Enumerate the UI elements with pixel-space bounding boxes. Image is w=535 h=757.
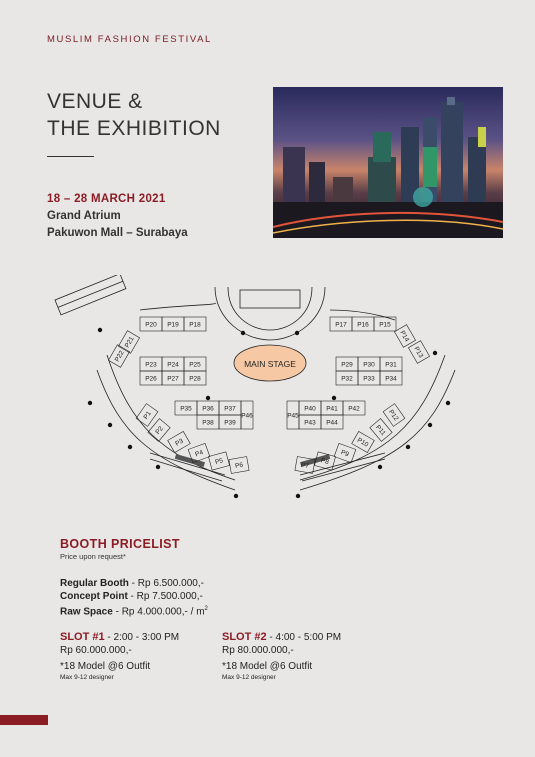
booth-label: P3 (174, 437, 185, 448)
booth-p5 (208, 452, 229, 470)
booth-label: P16 (357, 321, 369, 329)
booth-label: P10 (355, 436, 370, 449)
booth-label: P28 (189, 375, 201, 383)
booth-p32 (336, 371, 358, 385)
event-venue (47, 208, 188, 241)
booth-label: P42 (348, 405, 360, 413)
slot-1-name: SLOT #1 (60, 631, 105, 644)
city-night-photo (273, 87, 503, 238)
booth-label: P1 (142, 410, 153, 421)
booth-p19 (162, 317, 184, 331)
booth-label: P32 (341, 375, 353, 383)
booth-p39 (219, 415, 241, 429)
booth-p1 (136, 404, 158, 427)
slot-2-price: Rp 80.000.000,- (222, 645, 294, 657)
booth-label: P33 (363, 375, 375, 383)
title-line-2: THE EXHIBITION (47, 117, 221, 140)
booth-p27 (162, 371, 184, 385)
booth-p46 (241, 401, 253, 429)
booth-p38 (197, 415, 219, 429)
slot-1 (60, 631, 222, 682)
booth-label: P39 (224, 419, 236, 427)
price-regular-value: - Rp 6.500.000,- (128, 578, 204, 589)
booth-label: P37 (224, 405, 236, 413)
booth-label: P7 (300, 461, 310, 470)
booth-label: P9 (339, 449, 350, 459)
booth-p34 (380, 371, 402, 385)
price-concept (60, 590, 480, 603)
booth-label: P22 (113, 349, 126, 364)
booth-label: P17 (335, 321, 347, 329)
booth-p6 (229, 457, 249, 474)
price-raw-unit: 2 (204, 606, 208, 612)
booth-label: P34 (385, 375, 397, 383)
booth-p41 (321, 401, 343, 415)
booth-p42 (343, 401, 365, 415)
booth-p14 (394, 325, 415, 348)
booth-label: P36 (202, 405, 214, 413)
price-regular-label: Regular Booth (60, 578, 129, 589)
booth-pricelist (60, 537, 480, 682)
booth-label: P11 (374, 424, 387, 438)
booth-p45 (287, 401, 299, 429)
booth-label: P24 (167, 361, 179, 369)
booth-p35 (175, 401, 197, 415)
booth-label: P29 (341, 361, 353, 369)
price-list (60, 577, 480, 618)
slot-2-time: - 4:00 - 5:00 PM (266, 632, 342, 644)
brand-name: MUSLIM FASHION FESTIVAL (47, 34, 212, 45)
booth-p20 (140, 317, 162, 331)
booth-p16 (352, 317, 374, 331)
slot-2-name: SLOT #2 (222, 631, 267, 644)
booth-label: P20 (145, 321, 157, 329)
price-regular (60, 577, 480, 590)
main-stage-label: MAIN STAGE (244, 359, 296, 369)
booth-label: P43 (304, 419, 316, 427)
price-concept-label: Concept Point (60, 591, 128, 602)
booth-p33 (358, 371, 380, 385)
booth-label: P40 (304, 405, 316, 413)
booth-p17 (330, 317, 352, 331)
booth-p9 (334, 443, 356, 462)
booth-label: P4 (194, 449, 205, 459)
booth-label: P35 (180, 405, 192, 413)
slot-2 (222, 631, 384, 682)
booth-p37 (219, 401, 241, 415)
booth-label: P23 (145, 361, 157, 369)
booth-label: P41 (326, 405, 338, 413)
footer-accent-bar (0, 715, 48, 725)
escalator-left (55, 275, 126, 315)
booth-label: P30 (363, 361, 375, 369)
booth-p21 (118, 331, 139, 354)
booth-label: P5 (214, 457, 224, 467)
booth-label: P8 (320, 457, 330, 467)
booth-label: P2 (154, 425, 165, 436)
booth-label: P31 (385, 361, 397, 369)
slot-1-model: *18 Model @6 Outfit (60, 661, 151, 673)
booth-p18 (184, 317, 206, 331)
booth-p26 (140, 371, 162, 385)
booth-label: P14 (398, 329, 411, 344)
slot-2-designer: Max 9-12 designer (222, 674, 276, 682)
booth-label: P38 (202, 419, 214, 427)
exhibition-floorplan (0, 275, 535, 515)
booth-label: P26 (145, 375, 157, 383)
booth-label: P45 (287, 412, 299, 420)
slot-1-designer: Max 9-12 designer (60, 674, 114, 682)
booth-p29 (336, 357, 358, 371)
booth-label: P12 (387, 408, 400, 423)
booth-p23 (140, 357, 162, 371)
slot-list (60, 631, 480, 682)
booth-p7 (295, 457, 315, 474)
booth-p36 (197, 401, 219, 415)
booth-label: P25 (189, 361, 201, 369)
booth-p44 (321, 415, 343, 429)
booth-label: P44 (326, 419, 338, 427)
booth-p30 (358, 357, 380, 371)
price-raw-value: - Rp 4.000.000,- / m (112, 606, 205, 618)
price-raw-label: Raw Space (60, 606, 113, 618)
event-dates: 18 – 28 MARCH 2021 (47, 193, 166, 205)
booth-label: P46 (241, 412, 253, 420)
booth-label: P21 (123, 335, 136, 350)
booth-p28 (184, 371, 206, 385)
booth-p11 (370, 419, 392, 442)
page-title (47, 88, 221, 142)
booth-label: P15 (379, 321, 391, 329)
price-raw (60, 603, 480, 618)
booth-p25 (184, 357, 206, 371)
booth-p43 (299, 415, 321, 429)
pricelist-note: Price upon request* (60, 552, 126, 561)
booth-label: P18 (189, 321, 201, 329)
booth-p31 (380, 357, 402, 371)
venue-line-1: Grand Atrium (47, 210, 121, 222)
central-stairs (215, 287, 325, 340)
booth-p2 (148, 419, 170, 442)
title-line-1: VENUE & (47, 90, 143, 113)
booth-label: P6 (234, 461, 244, 470)
booth-label: P13 (412, 345, 425, 360)
title-divider (47, 156, 94, 157)
booth-p24 (162, 357, 184, 371)
venue-line-2: Pakuwon Mall – Surabaya (47, 226, 188, 239)
booth-p3 (168, 431, 191, 452)
slot-1-time: - 2:00 - 3:00 PM (104, 632, 180, 644)
booth-label: P19 (167, 321, 179, 329)
slot-2-model: *18 Model @6 Outfit (222, 661, 313, 673)
booth-p40 (299, 401, 321, 415)
price-concept-value: - Rp 7.500.000,- (127, 591, 203, 602)
booth-p13 (408, 341, 429, 364)
booth-p12 (383, 404, 405, 427)
booth-label: P27 (167, 375, 179, 383)
slot-1-price: Rp 60.000.000,- (60, 645, 132, 657)
pricelist-title: BOOTH PRICELIST (60, 537, 180, 551)
